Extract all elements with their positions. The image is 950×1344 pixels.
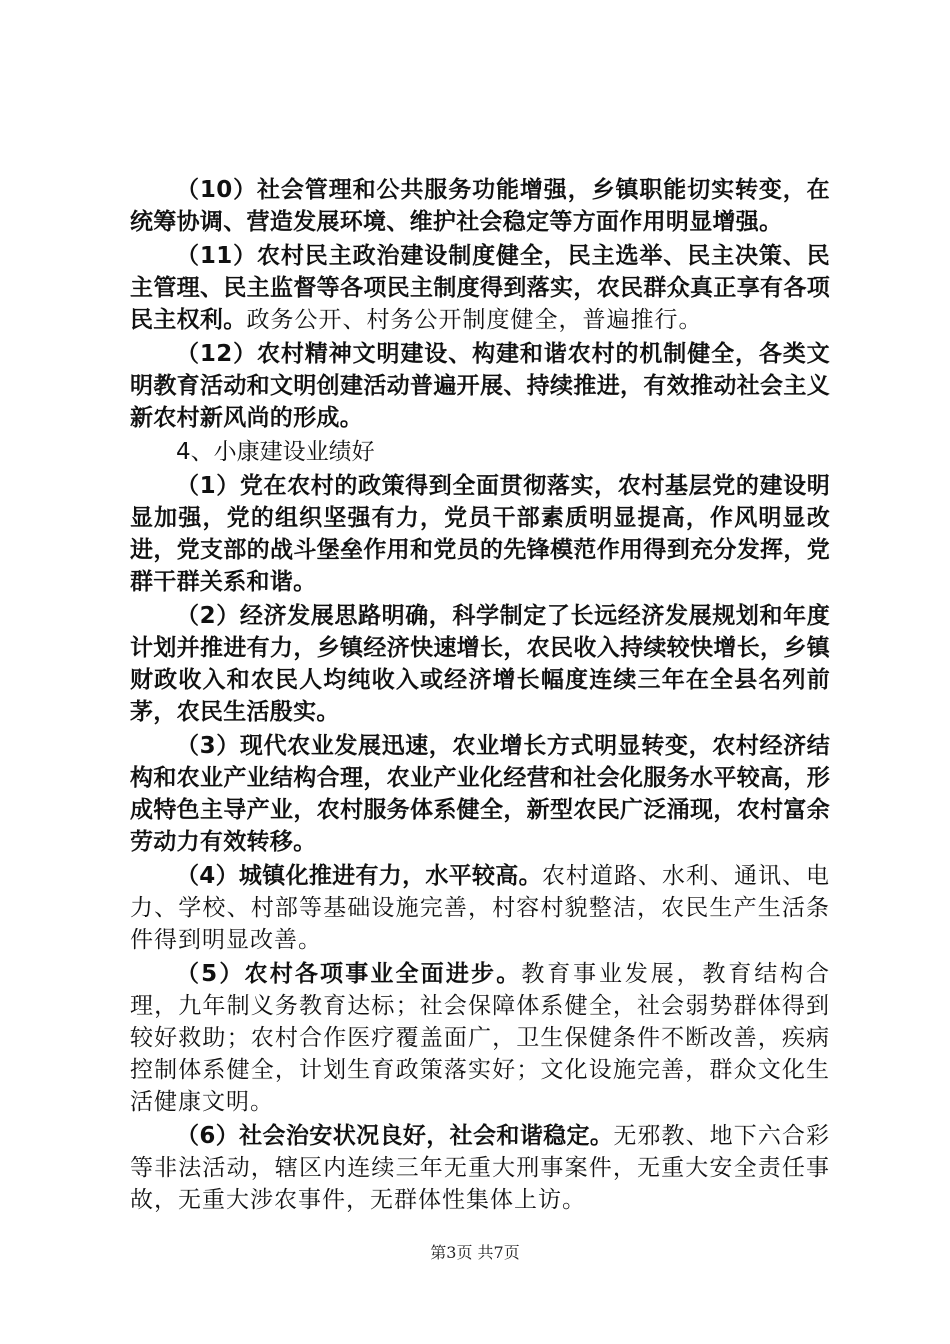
paragraph-11-extra: 政务公开、村务公开制度健全，普遍推行。 <box>246 307 703 333</box>
paragraph-12 <box>130 338 830 434</box>
paragraph-4-text: （4）城镇化推进有力，水平较高。 <box>176 863 542 889</box>
paragraph-6-text: （6）社会治安状况良好，社会和谐稳定。 <box>176 1123 614 1149</box>
page-footer: 第3页 共7页 <box>430 1243 520 1262</box>
paragraph-4 <box>130 860 830 956</box>
paragraph-5-extra: 教育事业发展，教育结构合理，九年制义务教育达标；社会保障体系健全，社会弱势群体得到较好救助；农村合作医疗覆盖面广，卫生保健条件不断改善，疾病控制体系健全，计划生育政策落实好；文化设施完善，群众文化生活健康文明。 <box>130 961 830 1115</box>
paragraph-3-text: （3）现代农业发展迅速，农业增长方式明显转变，农村经济结构和农业产业结构合理，农业产业化经营和社会化服务水平较高，形成特色主导产业，农村服务体系健全，新型农民广泛涌现，农村富余劳动力有效转移。 <box>130 733 830 855</box>
paragraph-11-text: （11）农村民主政治建设制度健全，民主选举、民主决策、民主管理、民主监督等各项民主制度得到落实，农民群众真正享有各项民主权利。 <box>130 243 830 333</box>
paragraph-11 <box>130 240 830 336</box>
section-heading <box>130 436 830 468</box>
paragraph-1-text: （1）党在农村的政策得到全面贯彻落实，农村基层党的建设明显加强，党的组织坚强有力，党员干部素质明显提高，作风明显改进，党支部的战斗堡垒作用和党员的先锋模范作用得到充分发挥，党群干群关系和谐。 <box>130 473 830 595</box>
document-body <box>130 174 830 1218</box>
paragraph-4-extra: 农村道路、水利、通讯、电力、学校、村部等基础设施完善，村容村貌整洁，农民生产生活条件得到明显改善。 <box>130 863 830 953</box>
paragraph-2 <box>130 600 830 728</box>
paragraph-6-extra: 无邪教、地下六合彩等非法活动，辖区内连续三年无重大刑事案件，无重大安全责任事故，无重大涉农事件，无群体性集体上访。 <box>130 1123 830 1213</box>
paragraph-12-text: （12）农村精神文明建设、构建和谐农村的机制健全，各类文明教育活动和文明创建活动普遍开展、持续推进，有效推动社会主义新农村新风尚的形成。 <box>130 341 830 431</box>
paragraph-3 <box>130 730 830 858</box>
paragraph-5 <box>130 958 830 1118</box>
section-heading-text: 4、小康建设业绩好 <box>176 439 375 465</box>
paragraph-6 <box>130 1120 830 1216</box>
paragraph-2-text: （2）经济发展思路明确，科学制定了长远经济发展规划和年度计划并推进有力，乡镇经济快速增长，农民收入持续较快增长，乡镇财政收入和农民人均纯收入或经济增长幅度连续三年在全县名列前茅，农民生活殷实。 <box>130 603 830 725</box>
paragraph-10 <box>130 174 830 238</box>
paragraph-1 <box>130 470 830 598</box>
paragraph-5-text: （5）农村各项事业全面进步。 <box>176 961 522 987</box>
paragraph-10-text: （10）社会管理和公共服务功能增强，乡镇职能切实转变，在统筹协调、营造发展环境、维护社会稳定等方面作用明显增强。 <box>130 177 830 235</box>
